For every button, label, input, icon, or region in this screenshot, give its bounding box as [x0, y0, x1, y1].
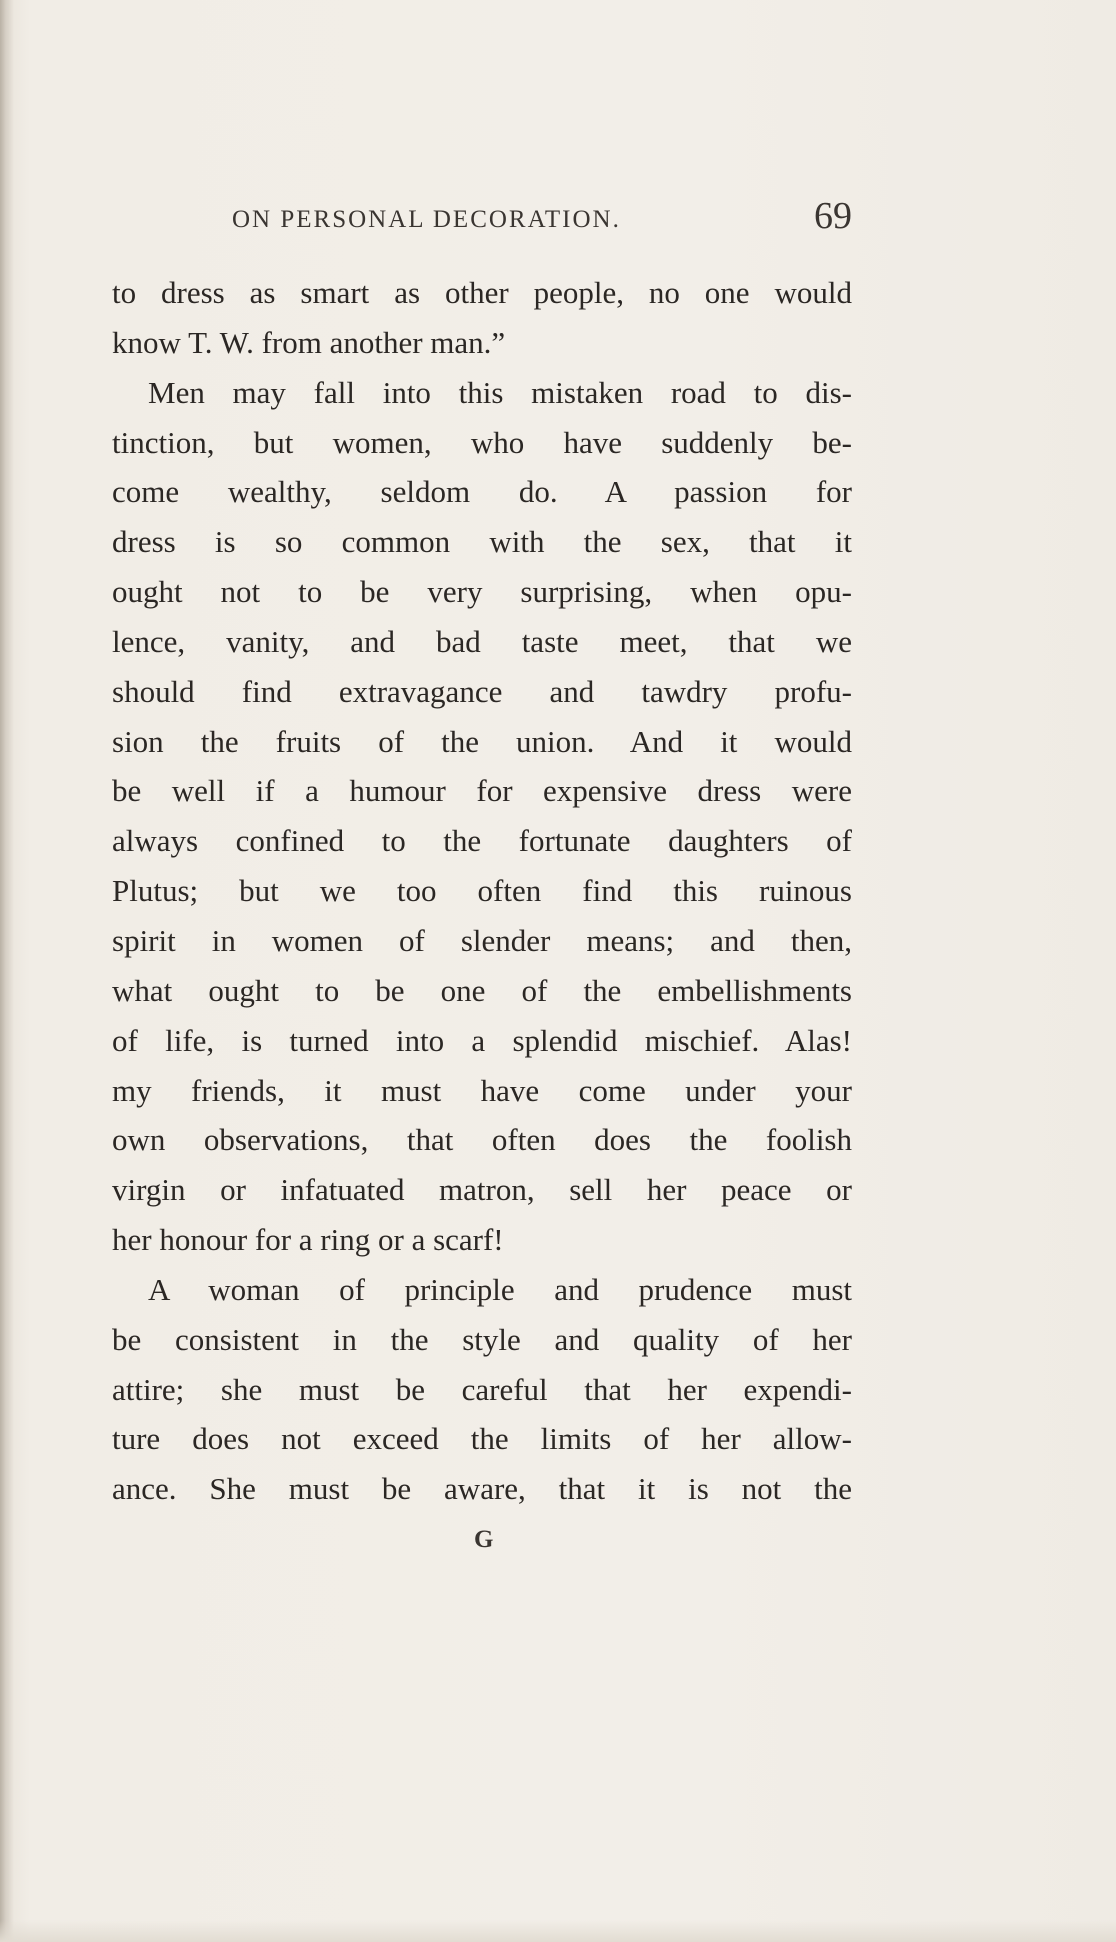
- body-text: [112, 268, 852, 1514]
- signature-mark: G: [474, 1526, 494, 1553]
- running-head: [112, 195, 852, 238]
- text-line: dress is so common with the sex, that it: [112, 524, 852, 560]
- text-line: ance. She must be aware, that it is not the: [112, 1471, 852, 1507]
- text-line: to dress as smart as other people, no one would: [112, 275, 852, 310]
- text-line: be consistent in the style and quality of her: [112, 1321, 852, 1357]
- text-line: her honour for a ring or a scarf!: [112, 1222, 504, 1258]
- text-line: of life, is turned into a splendid mischief. Alas!: [112, 1022, 852, 1058]
- text-line: virgin or infatuated matron, sell her peace or: [112, 1172, 852, 1208]
- text-line: own observations, that often does the foolish: [112, 1122, 852, 1158]
- text-line: lence, vanity, and bad taste meet, that we: [112, 623, 852, 659]
- text-line: always confined to the fortunate daughters of: [112, 823, 852, 859]
- text-line: attire; she must be careful that her expendi-: [112, 1371, 852, 1407]
- text-line: tinction, but women, who have suddenly be-: [112, 424, 852, 460]
- page-number: 69: [814, 195, 852, 237]
- text-line: come wealthy, seldom do. A passion for: [112, 474, 852, 510]
- text-line: be well if a humour for expensive dress were: [112, 773, 852, 809]
- text-line: A woman of principle and prudence must: [148, 1271, 852, 1307]
- text-line: should find extravagance and tawdry profu-: [112, 673, 852, 709]
- text-line: spirit in women of slender means; and then,: [112, 922, 852, 958]
- text-line: ought not to be very surprising, when opu-: [112, 574, 852, 610]
- page-bottom-edge: [0, 1920, 1116, 1942]
- text-line: my friends, it must have come under your: [112, 1072, 852, 1108]
- text-line: sion the fruits of the union. And it would: [112, 723, 852, 759]
- text-line: Plutus; but we too often find this ruinous: [112, 873, 852, 909]
- running-title: ON PERSONAL DECORATION.: [232, 206, 621, 233]
- text-line: Men may fall into this mistaken road to dis-: [148, 374, 852, 410]
- text-line: know T. W. from another man.”: [112, 324, 506, 360]
- binding-edge: [0, 0, 14, 1942]
- text-line: ture does not exceed the limits of her allow-: [112, 1421, 852, 1457]
- text-line: what ought to be one of the embellishments: [112, 972, 852, 1008]
